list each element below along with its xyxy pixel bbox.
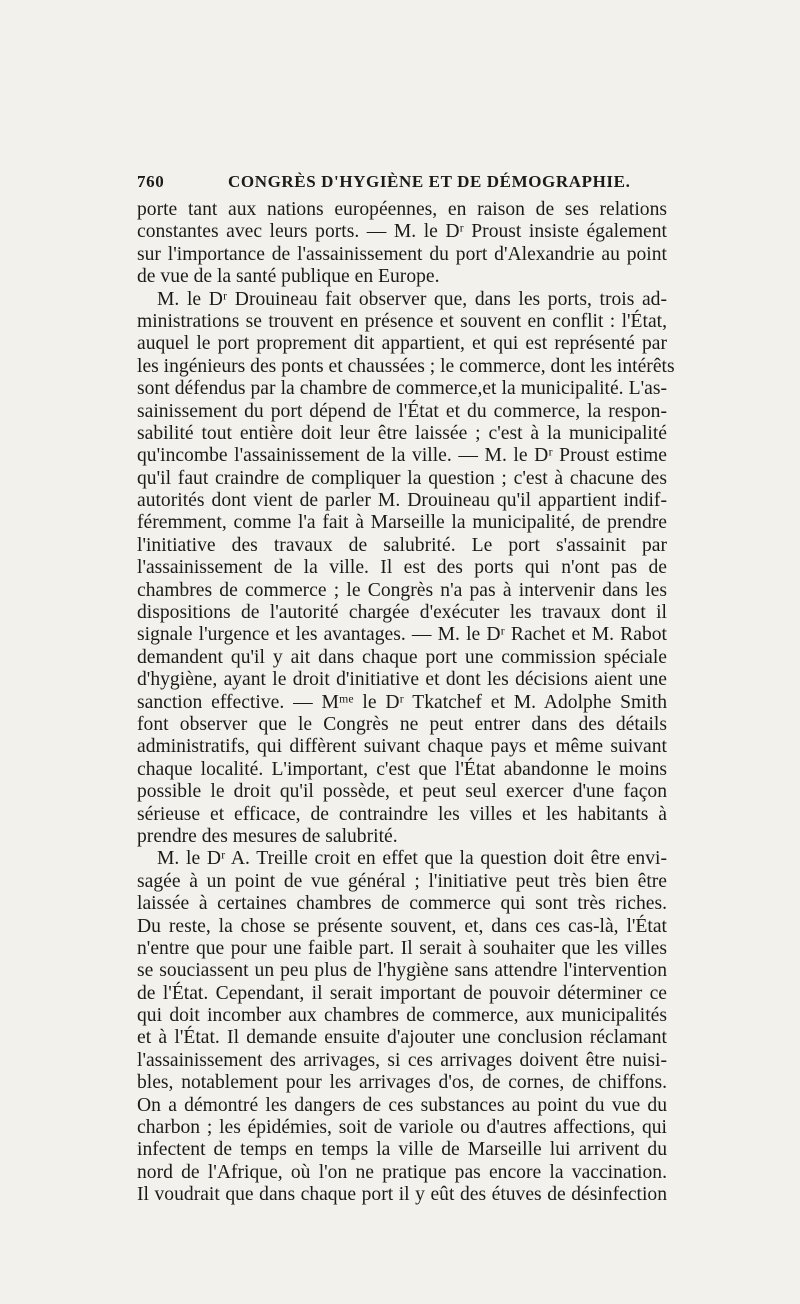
text-line: auquel le port proprement dit appartient, et qui est représenté par xyxy=(137,333,667,355)
text-line: n'entre que pour une faible part. Il serait à souhaiter que les villes xyxy=(137,937,667,959)
text-line: d'hygiène, ayant le droit d'initiative et dont les décisions aient une xyxy=(137,669,667,691)
text-line: Il voudrait que dans chaque port il y eût des étuves de désinfection xyxy=(137,1184,667,1206)
text-line: sainissement du port dépend de l'État et du commerce, la respon- xyxy=(137,400,667,422)
text-line: se souciassent un peu plus de l'hygiène sans attendre l'intervention xyxy=(137,960,667,982)
text-line: chaque localité. L'important, c'est que l'État abandonne le moins xyxy=(137,758,667,780)
text-line: porte tant aux nations européennes, en raison de ses relations xyxy=(137,199,667,220)
text-line: sanction effective. — Mᵐᵉ le Dʳ Tkatchef et M. Adolphe Smith xyxy=(137,691,667,713)
text-line: l'initiative des travaux de salubrité. Le port s'assainit par xyxy=(137,534,667,556)
text-line: administratifs, qui diffèrent suivant chaque pays et même suivant xyxy=(137,736,667,758)
text-line: laissée à certaines chambres de commerce qui sont très riches. xyxy=(137,893,667,915)
running-head xyxy=(137,172,667,198)
text-line: de vue de la santé publique en Europe. xyxy=(137,266,440,288)
text-line: sont défendus par la chambre de commerce,et la municipalité. L'as- xyxy=(137,378,667,400)
text-line: sur l'importance de l'assainissement du port d'Alexandrie au point xyxy=(137,243,667,265)
running-head-title: CONGRÈS D'HYGIÈNE ET DE DÉMOGRAPHIE. xyxy=(228,172,631,191)
text-line: M. le Dʳ Drouineau fait observer que, dans les ports, trois ad- xyxy=(157,288,667,310)
text-line: qu'incombe l'assainissement de la ville. — M. le Dʳ Proust estime xyxy=(137,445,667,467)
text-line: font observer que le Congrès ne peut entrer dans des détails xyxy=(137,713,667,735)
text-line: On a démontré les dangers de ces substances au point du vue du xyxy=(137,1094,667,1116)
text-line: l'assainissement de la ville. Il est des ports qui n'ont pas de xyxy=(137,557,667,579)
text-line: constantes avec leurs ports. — M. le Dʳ Proust insiste également xyxy=(137,221,667,243)
text-line: ministrations se trouvent en présence et souvent en conflit : l'État, xyxy=(137,310,667,332)
text-line: possible le droit qu'il possède, et peut seul exercer d'une façon xyxy=(137,781,667,803)
text-line: dispositions de l'autorité chargée d'exécuter les travaux dont il xyxy=(137,602,667,624)
text-line: Du reste, la chose se présente souvent, et, dans ces cas-là, l'État xyxy=(137,915,667,937)
text-line: les ingénieurs des ponts et chaussées ; le commerce, dont les intérêts xyxy=(137,355,675,377)
text-line: infectent de temps en temps la ville de Marseille lui arrivent du xyxy=(137,1139,667,1161)
text-line: et à l'État. Il demande ensuite d'ajouter une conclusion réclamant xyxy=(137,1027,667,1049)
text-line: signale l'urgence et les avantages. — M. le Dʳ Rachet et M. Rabot xyxy=(137,624,667,646)
text-line: chambres de commerce ; le Congrès n'a pas à intervenir dans les xyxy=(137,579,667,601)
text-line: autorités dont vient de parler M. Drouineau qu'il appartient indif- xyxy=(137,490,667,512)
text-line: de l'État. Cependant, il serait important de pouvoir déterminer ce xyxy=(137,982,667,1004)
text-line: prendre des mesures de salubrité. xyxy=(137,825,398,847)
text-line: féremment, comme l'a fait à Marseille la municipalité, de prendre xyxy=(137,512,667,534)
text-line: M. le Dʳ A. Treille croit en effet que la question doit être envi- xyxy=(157,848,667,870)
text-line: demandent qu'il y ait dans chaque port une commission spéciale xyxy=(137,646,667,668)
text-line: charbon ; les épidémies, soit de variole ou d'autres affections, qui xyxy=(137,1117,667,1139)
body-text xyxy=(137,199,675,1206)
text-line: bles, notablement pour les arrivages d'os, de cornes, de chiffons. xyxy=(137,1072,667,1094)
text-line: qu'il faut craindre de compliquer la question ; c'est à chacune des xyxy=(137,467,667,489)
page-number: 760 xyxy=(137,172,165,191)
text-line: sérieuse et efficace, de contraindre les villes et les habitants à xyxy=(137,803,667,825)
text-line: l'assainissement des arrivages, si ces arrivages doivent être nuisi- xyxy=(137,1049,667,1071)
text-line: qui doit incomber aux chambres de commerce, aux municipalités xyxy=(137,1005,667,1027)
text-line: sagée à un point de vue général ; l'initiative peut très bien être xyxy=(137,870,667,892)
text-line: nord de l'Afrique, où l'on ne pratique pas encore la vaccination. xyxy=(137,1161,667,1183)
text-line: sabilité tout entière doit leur être laissée ; c'est à la municipalité xyxy=(137,422,667,444)
